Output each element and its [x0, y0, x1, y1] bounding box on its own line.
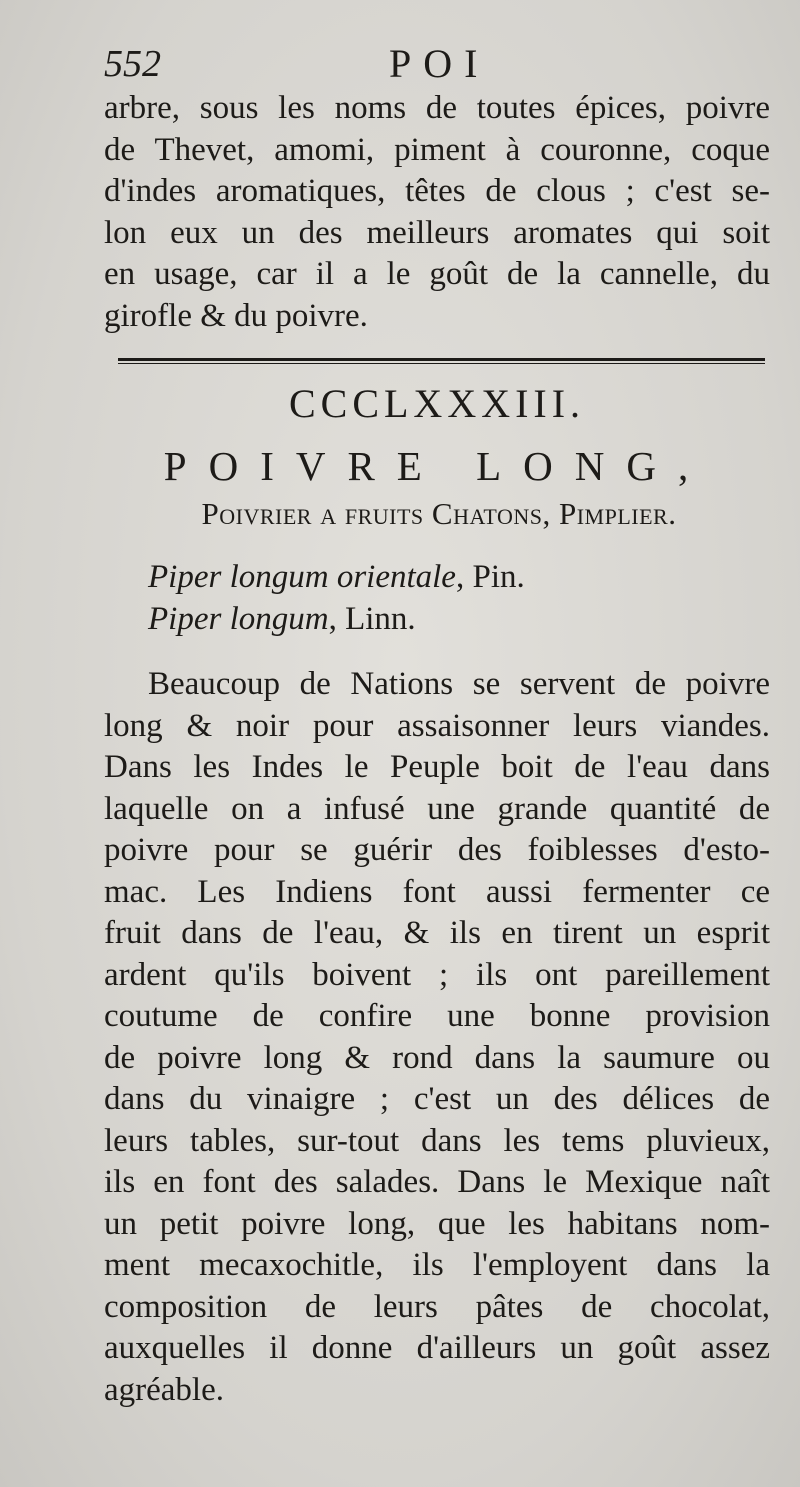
text-line: en usage, car il a le goût de la cannelle, du — [104, 256, 770, 292]
page-header — [104, 42, 769, 92]
text-line: lon eux un des meilleurs aromates qui soit — [104, 214, 770, 251]
text-line: dans du vinaigre ; c'est un des délices de — [104, 1081, 770, 1117]
latin-name: Piper longum orientale — [148, 559, 456, 595]
continuation-paragraph — [104, 88, 770, 337]
section-subtitle: Poivrier a fruits Chatons, Pimplier. — [201, 496, 677, 531]
text-line: fruit dans de l'eau, & ils en tirent un esprit — [104, 915, 770, 951]
text-line: poivre pour se guérir des foiblesses d'esto- — [104, 832, 770, 868]
section-number: CCCLXXXIII. — [288, 381, 586, 426]
text-line: ardent qu'ils boivent ; ils ont pareillement — [104, 956, 770, 993]
body-paragraph — [104, 664, 770, 1411]
text-line: mac. Les Indiens font aussi fermenter ce — [104, 873, 770, 910]
text-line: un petit poivre long, que les habitans nom- — [104, 1205, 770, 1242]
section-divider — [118, 358, 765, 364]
text-line: ils en font des salades. Dans le Mexique naît — [104, 1164, 770, 1200]
synonym-author: , Pin. — [455, 559, 525, 595]
section-title: POIVRE LONG, — [163, 443, 711, 489]
text-line: de Thevet, amomi, piment à couronne, coque — [104, 131, 770, 168]
text-line: composition de leurs pâtes de chocolat, — [104, 1288, 770, 1325]
text-line: d'indes aromatiques, têtes de clous ; c'est se- — [104, 173, 770, 209]
text-line: auxquelles il donne d'ailleurs un goût assez — [104, 1330, 770, 1366]
text-line: Beaucoup de Nations se servent de poivre — [148, 666, 770, 702]
text-line: coutume de confire une bonne provision — [104, 998, 770, 1034]
text-line: arbre, sous les noms de toutes épices, poivre — [104, 90, 770, 126]
text-line: girofle & du poivre. — [104, 297, 368, 334]
text-line: leurs tables, sur-tout dans les tems pluvieux, — [104, 1122, 770, 1159]
latin-name: Piper longum — [148, 601, 329, 637]
synonym-entry — [148, 556, 525, 598]
page-number: 552 — [104, 43, 161, 85]
text-line: de poivre long & rond dans la saumure ou — [104, 1039, 770, 1076]
synonym-entry — [148, 598, 525, 640]
synonym-list — [148, 556, 525, 640]
running-head: POI — [389, 41, 490, 86]
text-line: agréable. — [104, 1371, 224, 1408]
text-line: Dans les Indes le Peuple boit de l'eau dans — [104, 749, 770, 785]
text-line: long & noir pour assaisonner leurs viandes. — [104, 707, 770, 744]
text-line: ment mecaxochitle, ils l'employent dans la — [104, 1247, 770, 1283]
synonym-author: , Linn. — [328, 601, 416, 637]
text-line: laquelle on a infusé une grande quantité de — [104, 790, 770, 827]
